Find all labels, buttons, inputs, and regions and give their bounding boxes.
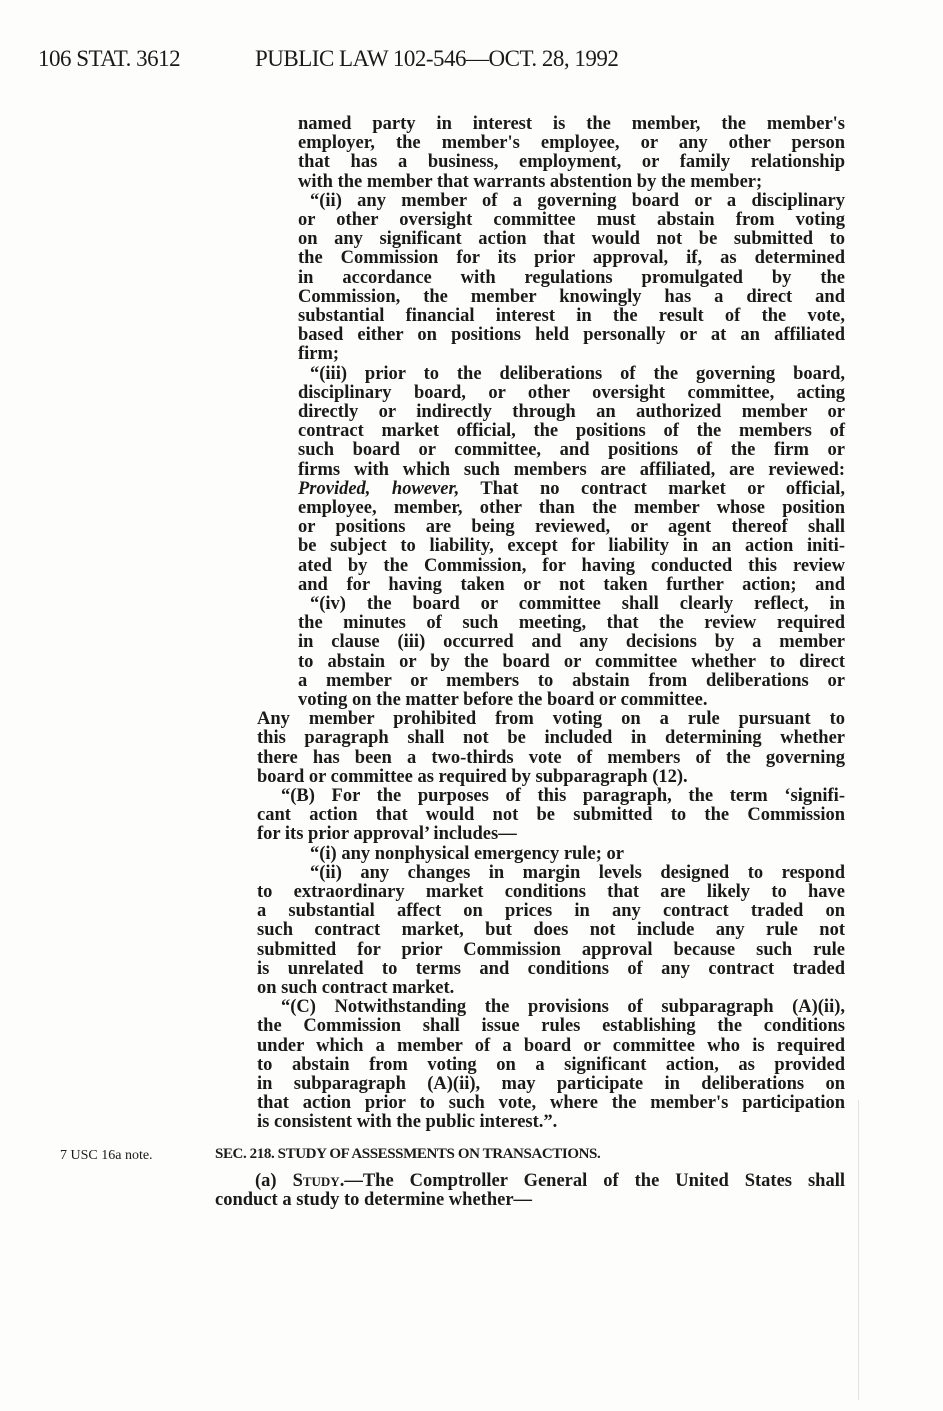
text-line: based either on positions held personally or at an affiliated xyxy=(298,325,845,346)
running-head: PUBLIC LAW 102-546—OCT. 28, 1992 xyxy=(255,46,619,71)
text-line: that has a business, employment, or family relationship xyxy=(298,152,845,173)
line-text: That no contract market or official, xyxy=(459,478,845,499)
text-line: ated by the Commission, for having conducted this review xyxy=(298,555,845,576)
text-line: for its prior approval’ includes— xyxy=(257,824,517,845)
subsection-a-continuation: conduct a study to determine whether— xyxy=(215,1190,533,1210)
text-line: named party in interest is the member, the member's xyxy=(298,114,845,134)
text-line: a substantial affect on prices in any contract traded on xyxy=(257,901,845,922)
text-line: this paragraph shall not be included in determining whether xyxy=(257,728,845,749)
text-line: is consistent with the public interest.”. xyxy=(257,1112,558,1133)
text-line: that action prior to such vote, where the member's participation xyxy=(257,1093,845,1114)
text-line: firms with which such members are affiliated, are reviewed: xyxy=(298,459,845,480)
text-line: in subparagraph (A)(ii), may participate in deliberations on xyxy=(257,1074,845,1094)
subsection-text: .—The Comptroller General of the United States shall xyxy=(339,1171,845,1191)
text-line: in clause (iii) occurred and any decisions by a member xyxy=(298,632,845,653)
text-line: on any significant action that would not be submitted to xyxy=(298,229,845,250)
text-line: firm; xyxy=(298,344,340,365)
text-line xyxy=(298,480,845,499)
text-line: to abstain or by the board or committee whether to direct xyxy=(298,651,845,672)
text-line: to abstain from voting on a significant action, as provided xyxy=(257,1054,845,1075)
subsection-label: (a) xyxy=(255,1171,293,1191)
text-line: be subject to liability, except for liability in an action initi- xyxy=(298,536,845,557)
text-line: the minutes of such meeting, that the review required xyxy=(298,613,845,634)
subsection-a-line xyxy=(255,1172,845,1191)
subsection-title: Study xyxy=(292,1171,340,1191)
text-line: the Commission for its prior approval, if, as determined xyxy=(298,248,845,269)
text-line: contract market official, the positions of the members of xyxy=(298,421,845,442)
text-line: there has been a two-thirds vote of members of the governing xyxy=(257,747,845,768)
text-line: on such contract market. xyxy=(257,978,455,998)
text-line: submitted for prior Commission approval because such rule xyxy=(257,939,845,960)
text-line: or other oversight committee must abstain from voting xyxy=(298,210,845,230)
text-line: voting on the matter before the board or committee. xyxy=(298,690,708,710)
text-line: “(i) any nonphysical emergency rule; or xyxy=(310,843,624,864)
italic-phrase: Provided, however, xyxy=(298,478,460,499)
text-line: with the member that warrants abstention by the member; xyxy=(298,171,763,192)
text-line: is unrelated to terms and conditions of any contract traded xyxy=(257,958,845,979)
text-line: “(iv) the board or committee shall clearly reflect, in xyxy=(310,594,845,614)
text-line: Any member prohibited from voting on a rule pursuant to xyxy=(257,709,845,730)
text-line: the Commission shall issue rules establishing the conditions xyxy=(257,1016,845,1037)
margin-note: 7 USC 16a note. xyxy=(60,1148,153,1163)
text-line: and for having taken or not taken further action; and xyxy=(298,574,845,595)
text-line: such contract market, but does not include any rule not xyxy=(257,920,845,941)
page-edge-line xyxy=(858,1100,859,1400)
text-line: in accordance with regulations promulgated by the xyxy=(298,267,845,288)
text-line: “(iii) prior to the deliberations of the governing board, xyxy=(310,363,845,384)
text-line: directly or indirectly through an authorized member or xyxy=(298,402,845,422)
text-line: “(ii) any member of a governing board or a disciplinary xyxy=(310,190,845,211)
text-line: employer, the member's employee, or any other person xyxy=(298,133,845,154)
text-line: substantial financial interest in the result of the vote, xyxy=(298,306,845,326)
text-line: a member or members to abstain from deliberations or xyxy=(298,670,845,691)
page-number: 106 STAT. 3612 xyxy=(38,46,181,71)
text-line: “(B) For the purposes of this paragraph, the term ‘signifi- xyxy=(281,786,845,806)
text-line: under which a member of a board or committee who is required xyxy=(257,1035,845,1056)
text-line: or positions are being reviewed, or agent thereof shall xyxy=(298,517,845,538)
text-line: Commission, the member knowingly has a direct and xyxy=(298,286,845,307)
text-line: employee, member, other than the member whose position xyxy=(298,498,845,518)
text-line: board or committee as required by subparagraph (12). xyxy=(257,766,688,787)
text-line: “(ii) any changes in margin levels designed to respond xyxy=(310,862,845,883)
text-line: to extraordinary market conditions that are likely to have xyxy=(257,882,845,902)
text-line: disciplinary board, or other oversight committee, acting xyxy=(298,382,845,403)
section-heading: SEC. 218. STUDY OF ASSESSMENTS ON TRANSACTIONS. xyxy=(215,1146,601,1162)
text-line: “(C) Notwithstanding the provisions of subparagraph (A)(ii), xyxy=(281,997,845,1018)
text-line: such board or committee, and positions of the firm or xyxy=(298,440,845,461)
text-line: cant action that would not be submitted to the Commission xyxy=(257,805,845,826)
